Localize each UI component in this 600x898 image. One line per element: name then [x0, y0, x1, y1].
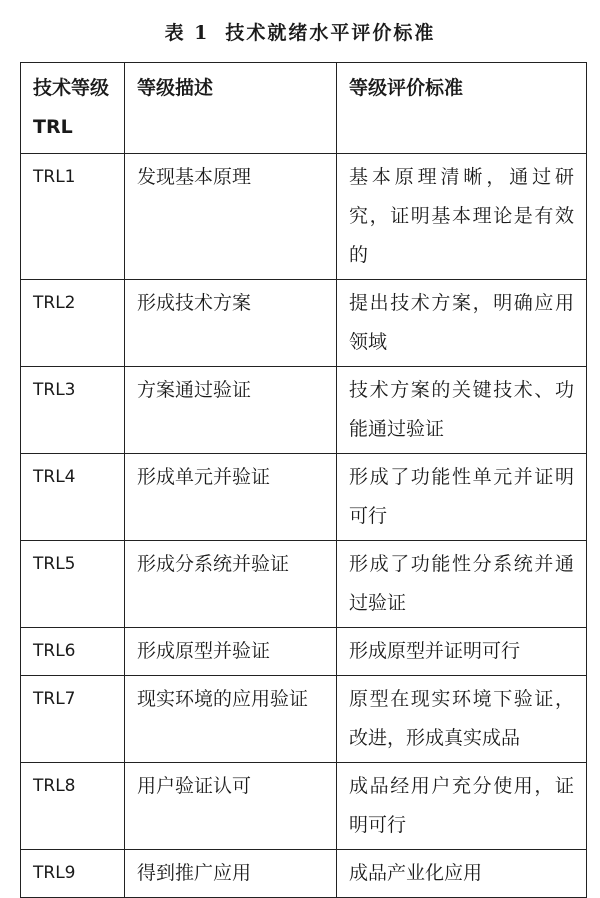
- description-cell: 用户验证认可: [125, 763, 337, 850]
- trl-table: [20, 62, 587, 898]
- table-number: 表 1: [164, 22, 210, 44]
- description-cell: 形成单元并验证: [125, 454, 337, 541]
- table-title: 技术就绪水平评价标准: [225, 22, 436, 44]
- level-cell: TRL6: [21, 628, 125, 676]
- table-row: [21, 367, 587, 454]
- criteria-cell: 原型在现实环境下验证，改进，形成真实成品: [337, 676, 587, 763]
- level-cell: TRL7: [21, 676, 125, 763]
- criteria-cell: 形成了功能性分系统并通过验证: [337, 541, 587, 628]
- table-row: [21, 541, 587, 628]
- level-cell: TRL3: [21, 367, 125, 454]
- criteria-cell: 提出技术方案，明确应用领域: [337, 280, 587, 367]
- header-description: 等级描述: [125, 63, 337, 154]
- description-cell: 形成技术方案: [125, 280, 337, 367]
- table-row: [21, 763, 587, 850]
- table-header-row: [21, 63, 587, 154]
- level-cell: TRL4: [21, 454, 125, 541]
- header-level: 技术等级 TRL: [21, 63, 125, 154]
- table-row: [21, 676, 587, 763]
- description-cell: 方案通过验证: [125, 367, 337, 454]
- table-row: [21, 280, 587, 367]
- level-cell: TRL5: [21, 541, 125, 628]
- description-cell: 现实环境的应用验证: [125, 676, 337, 763]
- table-caption: [0, 18, 600, 45]
- table-row: [21, 628, 587, 676]
- table-row: [21, 454, 587, 541]
- criteria-cell: 形成了功能性单元并证明可行: [337, 454, 587, 541]
- level-cell: TRL9: [21, 850, 125, 898]
- description-cell: 形成原型并验证: [125, 628, 337, 676]
- criteria-cell: 成品产业化应用: [337, 850, 587, 898]
- level-cell: TRL1: [21, 154, 125, 280]
- criteria-cell: 形成原型并证明可行: [337, 628, 587, 676]
- criteria-cell: 基本原理清晰，通过研究，证明基本理论是有效的: [337, 154, 587, 280]
- level-cell: TRL2: [21, 280, 125, 367]
- table-row: [21, 154, 587, 280]
- level-cell: TRL8: [21, 763, 125, 850]
- description-cell: 发现基本原理: [125, 154, 337, 280]
- criteria-cell: 成品经用户充分使用，证明可行: [337, 763, 587, 850]
- description-cell: 形成分系统并验证: [125, 541, 337, 628]
- criteria-cell: 技术方案的关键技术、功能通过验证: [337, 367, 587, 454]
- table-row: [21, 850, 587, 898]
- header-criteria: 等级评价标准: [337, 63, 587, 154]
- description-cell: 得到推广应用: [125, 850, 337, 898]
